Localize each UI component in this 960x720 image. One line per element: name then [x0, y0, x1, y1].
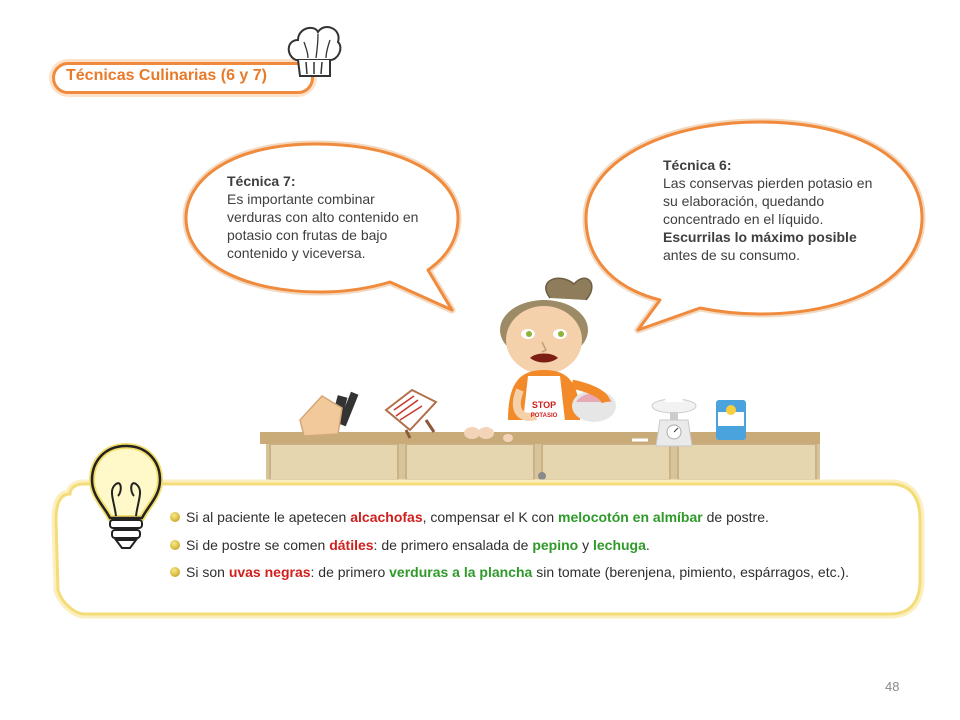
tip-highlight-red: dátiles: [329, 537, 374, 553]
technique-7-heading: Técnica 7:: [227, 173, 296, 189]
technique-6-body: Las conservas pierden potasio en su elaboración, quedando concentrado en el líquido. Escurrilas lo máximo posible antes de su consumo.: [663, 175, 873, 263]
tip-text: sin tomate (berenjena, pimiento, espárragos, etc.).: [532, 564, 850, 580]
tip-highlight-green: verduras a la plancha: [389, 564, 533, 580]
bullet-icon: [170, 540, 180, 550]
technique-6-emphasis: Escurrilas lo máximo posible: [663, 229, 857, 245]
bullet-icon: [170, 567, 180, 577]
tip-item: [186, 563, 866, 581]
tip-text: : de primero: [310, 564, 390, 580]
tip-item: [186, 536, 886, 554]
page-title: Técnicas Culinarias (6 y 7): [66, 67, 267, 84]
tip-text: de postre.: [702, 509, 769, 525]
apron-stop-text: STOP: [531, 400, 557, 410]
tip-text: : de primero ensalada de: [373, 537, 533, 553]
tip-highlight-green: lechuga: [592, 537, 646, 553]
page-number: 48: [885, 679, 900, 694]
tip-text: Si son: [186, 564, 229, 580]
technique-7-body: Es importante combinar verduras con alto contenido en potasio con frutas de bajo contenido y viceversa.: [227, 191, 419, 261]
bullet-icon: [170, 512, 180, 522]
tip-text: .: [645, 537, 650, 553]
tip-highlight-red: alcachofas: [350, 509, 423, 525]
tip-text: , compensar el K con: [422, 509, 559, 525]
lightbulb-icon: [86, 440, 166, 560]
apron-potasio-text: POTASIO: [530, 413, 558, 419]
tip-text: Si al paciente le apetecen: [186, 509, 351, 525]
tip-text: y: [578, 537, 593, 553]
tip-highlight-green: pepino: [532, 537, 579, 553]
technique-6-heading: Técnica 6:: [663, 157, 732, 173]
tip-text: Si de postre se comen: [186, 537, 330, 553]
tip-highlight-red: uvas negras: [228, 564, 311, 580]
tip-item: [186, 508, 886, 526]
tip-highlight-green: melocotón en almíbar: [558, 509, 703, 525]
